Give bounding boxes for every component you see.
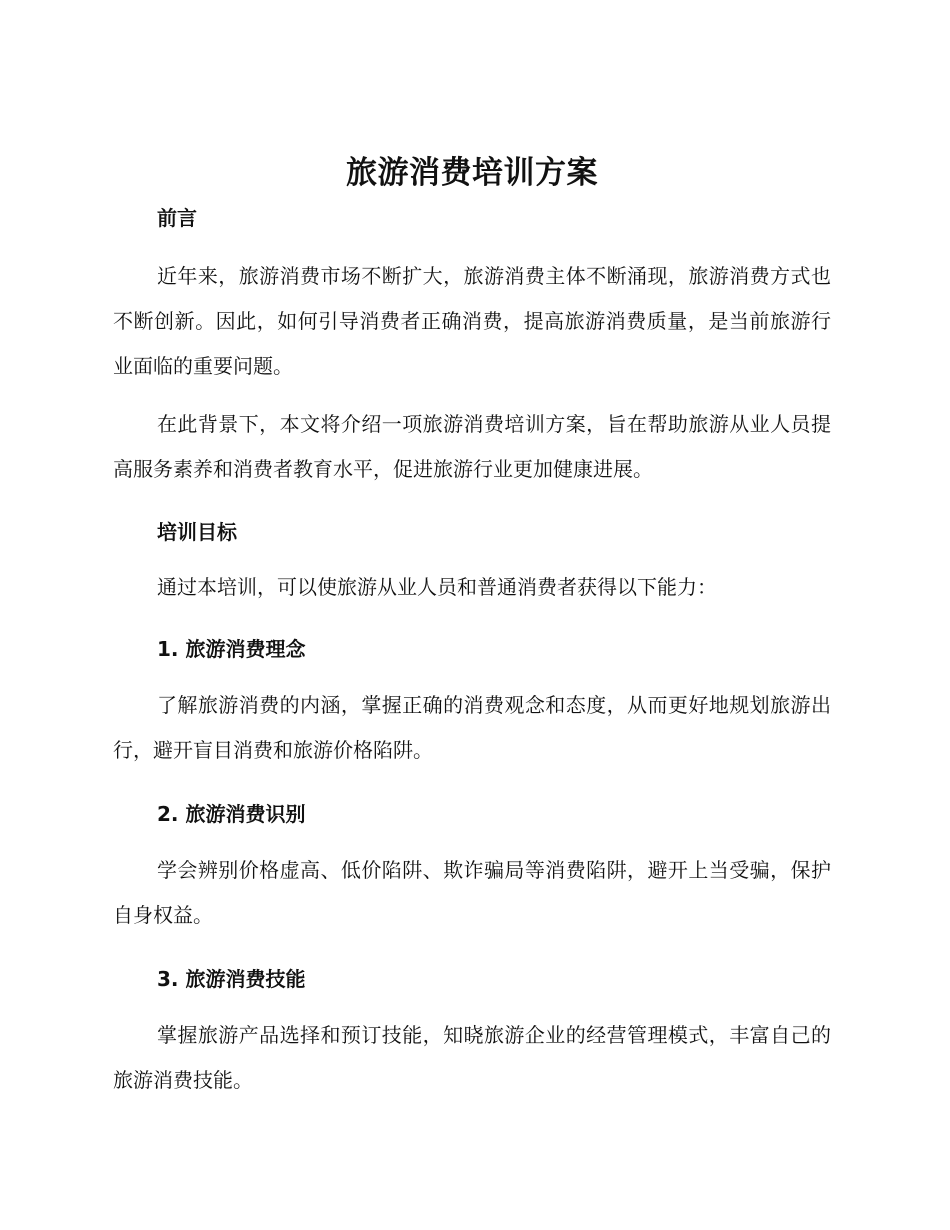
section-heading-preface: 前言	[157, 206, 197, 230]
document-title: 旅游消费培训方案	[346, 155, 598, 191]
paragraph-goals-intro: 通过本培训，可以使旅游从业人员和普通消费者获得以下能力：	[157, 575, 717, 599]
document-body	[113, 150, 831, 1103]
item-text-consumption-skills: 掌握旅游产品选择和预订技能，知晓旅游企业的经营管理模式，丰富自己的旅游消费技能。	[113, 1023, 831, 1092]
item-heading-consumption-recognition: 2. 旅游消费识别	[157, 802, 306, 826]
item-text-consumption-concept: 了解旅游消费的内涵，掌握正确的消费观念和态度，从而更好地规划旅游出行，避开盲目消费和旅游价格陷阱。	[113, 693, 831, 762]
section-heading-goals: 培训目标	[157, 520, 237, 544]
paragraph-preface-1: 近年来，旅游消费市场不断扩大，旅游消费主体不断涌现，旅游消费方式也不断创新。因此，如何引导消费者正确消费，提高旅游消费质量，是当前旅游行业面临的重要问题。	[113, 264, 831, 378]
item-heading-consumption-skills: 3. 旅游消费技能	[157, 967, 306, 991]
item-text-consumption-recognition: 学会辨别价格虚高、低价陷阱、欺诈骗局等消费陷阱，避开上当受骗，保护自身权益。	[113, 858, 831, 927]
item-heading-consumption-concept: 1. 旅游消费理念	[157, 637, 306, 661]
paragraph-preface-2: 在此背景下，本文将介绍一项旅游消费培训方案，旨在帮助旅游从业人员提高服务素养和消费者教育水平，促进旅游行业更加健康进展。	[113, 412, 831, 481]
